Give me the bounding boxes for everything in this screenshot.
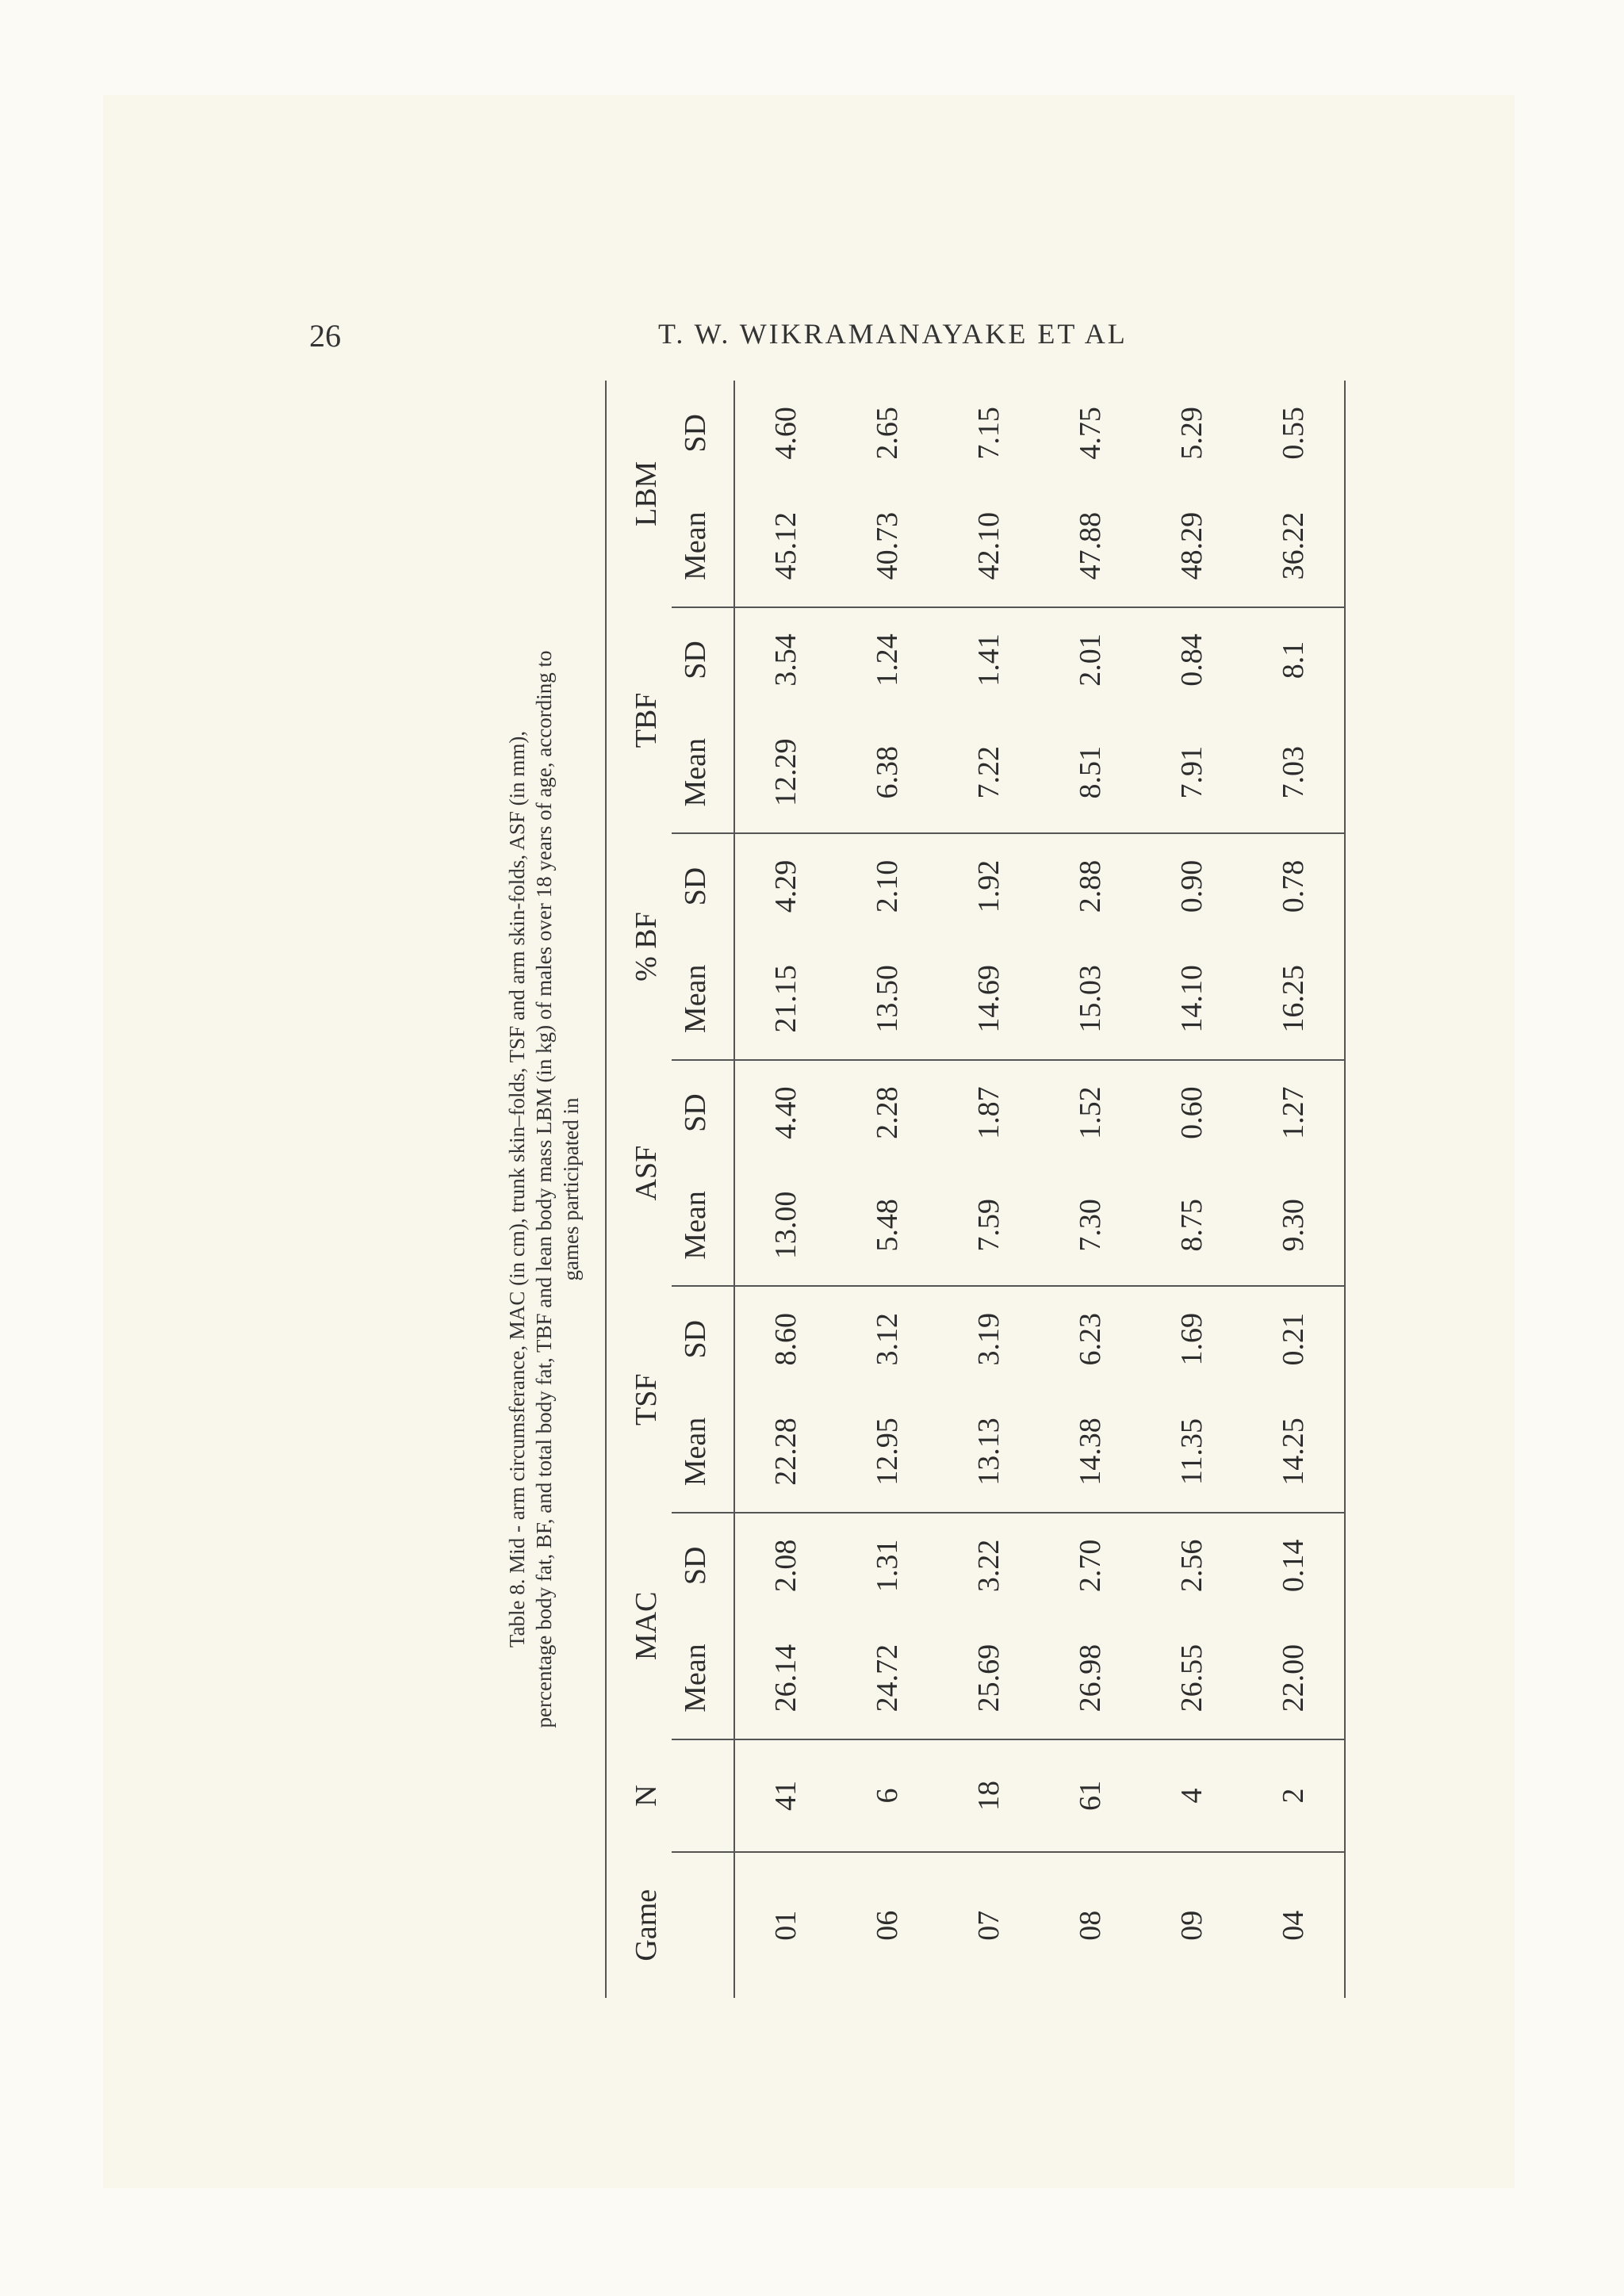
table-row: [1243, 381, 1345, 1998]
cell-bf-mean: 21.15: [734, 939, 837, 1060]
cell-tbf-sd: 2.01: [1074, 633, 1107, 687]
cell-lbm-mean: 40.73: [837, 486, 938, 607]
cell-tsf-sd: 3.19: [972, 1312, 1005, 1366]
cell-mac-mean: 22.00: [1243, 1618, 1345, 1739]
subheader-empty: [672, 1852, 734, 1998]
cell-tbf-mean: 8.51: [1040, 712, 1141, 833]
header-game: Game: [606, 1852, 672, 1998]
cell-mac-sd: 1.31: [871, 1539, 904, 1593]
cell-bf-sd: 2.88: [1074, 859, 1107, 913]
cell-asf-mean: 7.59: [938, 1165, 1040, 1286]
subheader-mean: Mean: [672, 1165, 734, 1286]
header-n: N: [606, 1739, 672, 1853]
subheader-mean: Mean: [672, 712, 734, 833]
cell-mac-sd: 2.70: [1074, 1539, 1107, 1593]
cell-bf-mean: 16.25: [1243, 939, 1345, 1060]
cell-bf-sd: 4.29: [769, 859, 802, 913]
subheader-mean: Mean: [672, 939, 734, 1060]
cell-lbm-sd: 4.60: [769, 407, 802, 460]
cell-mac-sd: 2.08: [769, 1539, 802, 1593]
cell-tsf-mean: 22.28: [734, 1391, 837, 1513]
table-body: [734, 381, 1345, 1998]
cell-bf-sd: 0.90: [1175, 859, 1208, 913]
cell-lbm-sd: 2.65: [871, 407, 904, 460]
cell-tbf-sd: 8.1: [1243, 607, 1345, 713]
cell-asf-sd: 2.28: [871, 1086, 904, 1139]
cell-tbf-mean: 7.03: [1243, 712, 1345, 833]
header-tbf: TBF: [606, 607, 672, 834]
cell-tsf-mean: 11.35: [1141, 1391, 1243, 1513]
cell-tbf-sd: 0.84: [1175, 633, 1208, 687]
cell-bf-sd: 1.92: [972, 859, 1005, 913]
cell-lbm-mean: 48.29: [1141, 486, 1243, 607]
caption-line-2: percentage body fat, BF, and total body fat, TBF and lean body mass LBM (in kg) of males over 18 years of age, according to: [532, 650, 556, 1728]
cell-mac-sd: 2.56: [1175, 1539, 1208, 1593]
header-mac: MAC: [606, 1513, 672, 1739]
table-row: [938, 381, 1040, 1998]
subheader-row: [672, 381, 734, 1998]
cell-asf-sd: 1.27: [1243, 1060, 1345, 1165]
cell-asf-mean: 8.75: [1141, 1165, 1243, 1286]
cell-mac-mean: 24.72: [837, 1618, 938, 1739]
cell-lbm-mean: 45.12: [734, 486, 837, 607]
cell-asf-sd: 0.60: [1175, 1086, 1208, 1139]
cell-asf-mean: 13.00: [734, 1165, 837, 1286]
cell-bf-mean: 14.69: [938, 939, 1040, 1060]
header-asf: ASF: [606, 1060, 672, 1287]
subheader-empty: [672, 1739, 734, 1853]
cell-bf-mean: 15.03: [1040, 939, 1141, 1060]
header-tsf: TSF: [606, 1286, 672, 1513]
table-row: [734, 381, 837, 1998]
subheader-sd: SD: [672, 1513, 734, 1618]
subheader-mean: Mean: [672, 1618, 734, 1739]
subheader-mean: Mean: [672, 486, 734, 607]
cell-tbf-sd: 3.54: [769, 633, 802, 687]
data-table: [605, 381, 1346, 1998]
cell-game: 01: [769, 1910, 802, 1941]
cell-mac-mean: 26.98: [1040, 1618, 1141, 1739]
cell-tsf-mean: 14.25: [1243, 1391, 1345, 1513]
cell-asf-mean: 9.30: [1243, 1165, 1345, 1286]
cell-game: 06: [871, 1910, 904, 1941]
cell-bf-sd: 0.78: [1243, 833, 1345, 939]
cell-game: 04: [1243, 1852, 1345, 1998]
table-row: [1040, 381, 1141, 1998]
page-header: [309, 317, 1332, 365]
cell-bf-sd: 2.10: [871, 859, 904, 913]
subheader-sd: SD: [672, 607, 734, 713]
header-lbm: LBM: [606, 381, 672, 607]
cell-n: 6: [837, 1739, 938, 1853]
table-row: [837, 381, 938, 1998]
cell-n: 18: [938, 1739, 1040, 1853]
cell-tsf-sd: 3.12: [871, 1312, 904, 1366]
cell-tsf-mean: 14.38: [1040, 1391, 1141, 1513]
cell-tbf-mean: 12.29: [734, 712, 837, 833]
cell-tsf-mean: 13.13: [938, 1391, 1040, 1513]
subheader-sd: SD: [672, 381, 734, 486]
cell-n: 41: [734, 1739, 837, 1853]
cell-asf-sd: 1.52: [1074, 1086, 1107, 1139]
cell-tsf-sd: 6.23: [1074, 1312, 1107, 1366]
cell-asf-sd: 4.40: [769, 1086, 802, 1139]
subheader-mean: Mean: [672, 1391, 734, 1513]
caption-line-3: games participated in: [559, 1097, 583, 1281]
cell-mac-mean: 26.55: [1141, 1618, 1243, 1739]
cell-bf-mean: 14.10: [1141, 939, 1243, 1060]
cell-game: 08: [1074, 1910, 1107, 1941]
cell-asf-mean: 7.30: [1040, 1165, 1141, 1286]
caption-line-1: Table 8. Mid - arm circumsferance, MAC (in cm), trunk skin–folds, TSF and arm skin-folds, ASF (in mm),: [505, 730, 529, 1648]
cell-lbm-mean: 36.22: [1243, 486, 1345, 607]
running-head: T. W. WIKRAMANAYAKE ET AL: [658, 318, 1128, 350]
rotated-table-block: [504, 381, 1346, 1998]
cell-tsf-sd: 1.69: [1175, 1312, 1208, 1366]
header-row: [606, 381, 672, 1998]
cell-tbf-mean: 6.38: [837, 712, 938, 833]
header-bf: % BF: [606, 833, 672, 1060]
cell-lbm-sd: 7.15: [972, 407, 1005, 460]
subheader-sd: SD: [672, 833, 734, 939]
cell-tbf-sd: 1.24: [871, 633, 904, 687]
cell-n: 4: [1141, 1739, 1243, 1853]
cell-tsf-mean: 12.95: [837, 1391, 938, 1513]
cell-lbm-mean: 42.10: [938, 486, 1040, 607]
cell-tsf-sd: 0.21: [1243, 1286, 1345, 1391]
cell-tsf-sd: 8.60: [769, 1312, 802, 1366]
cell-lbm-sd: 4.75: [1074, 407, 1107, 460]
cell-lbm-mean: 47.88: [1040, 486, 1141, 607]
subheader-sd: SD: [672, 1286, 734, 1391]
cell-game: 09: [1175, 1910, 1208, 1941]
cell-mac-sd: 0.14: [1243, 1513, 1345, 1618]
cell-mac-sd: 3.22: [972, 1539, 1005, 1593]
cell-bf-mean: 13.50: [837, 939, 938, 1060]
cell-tbf-mean: 7.91: [1141, 712, 1243, 833]
cell-n: 2: [1243, 1739, 1345, 1853]
table-caption: [504, 381, 584, 1998]
cell-asf-sd: 1.87: [972, 1086, 1005, 1139]
cell-game: 07: [972, 1910, 1005, 1941]
cell-mac-mean: 25.69: [938, 1618, 1040, 1739]
cell-n: 61: [1040, 1739, 1141, 1853]
cell-tbf-mean: 7.22: [938, 712, 1040, 833]
cell-asf-mean: 5.48: [837, 1165, 938, 1286]
page-number: 26: [309, 318, 341, 354]
subheader-sd: SD: [672, 1060, 734, 1165]
table-row: [1141, 381, 1243, 1998]
cell-lbm-sd: 5.29: [1175, 407, 1208, 460]
cell-tbf-sd: 1.41: [972, 633, 1005, 687]
cell-lbm-sd: 0.55: [1243, 381, 1345, 486]
cell-mac-mean: 26.14: [734, 1618, 837, 1739]
